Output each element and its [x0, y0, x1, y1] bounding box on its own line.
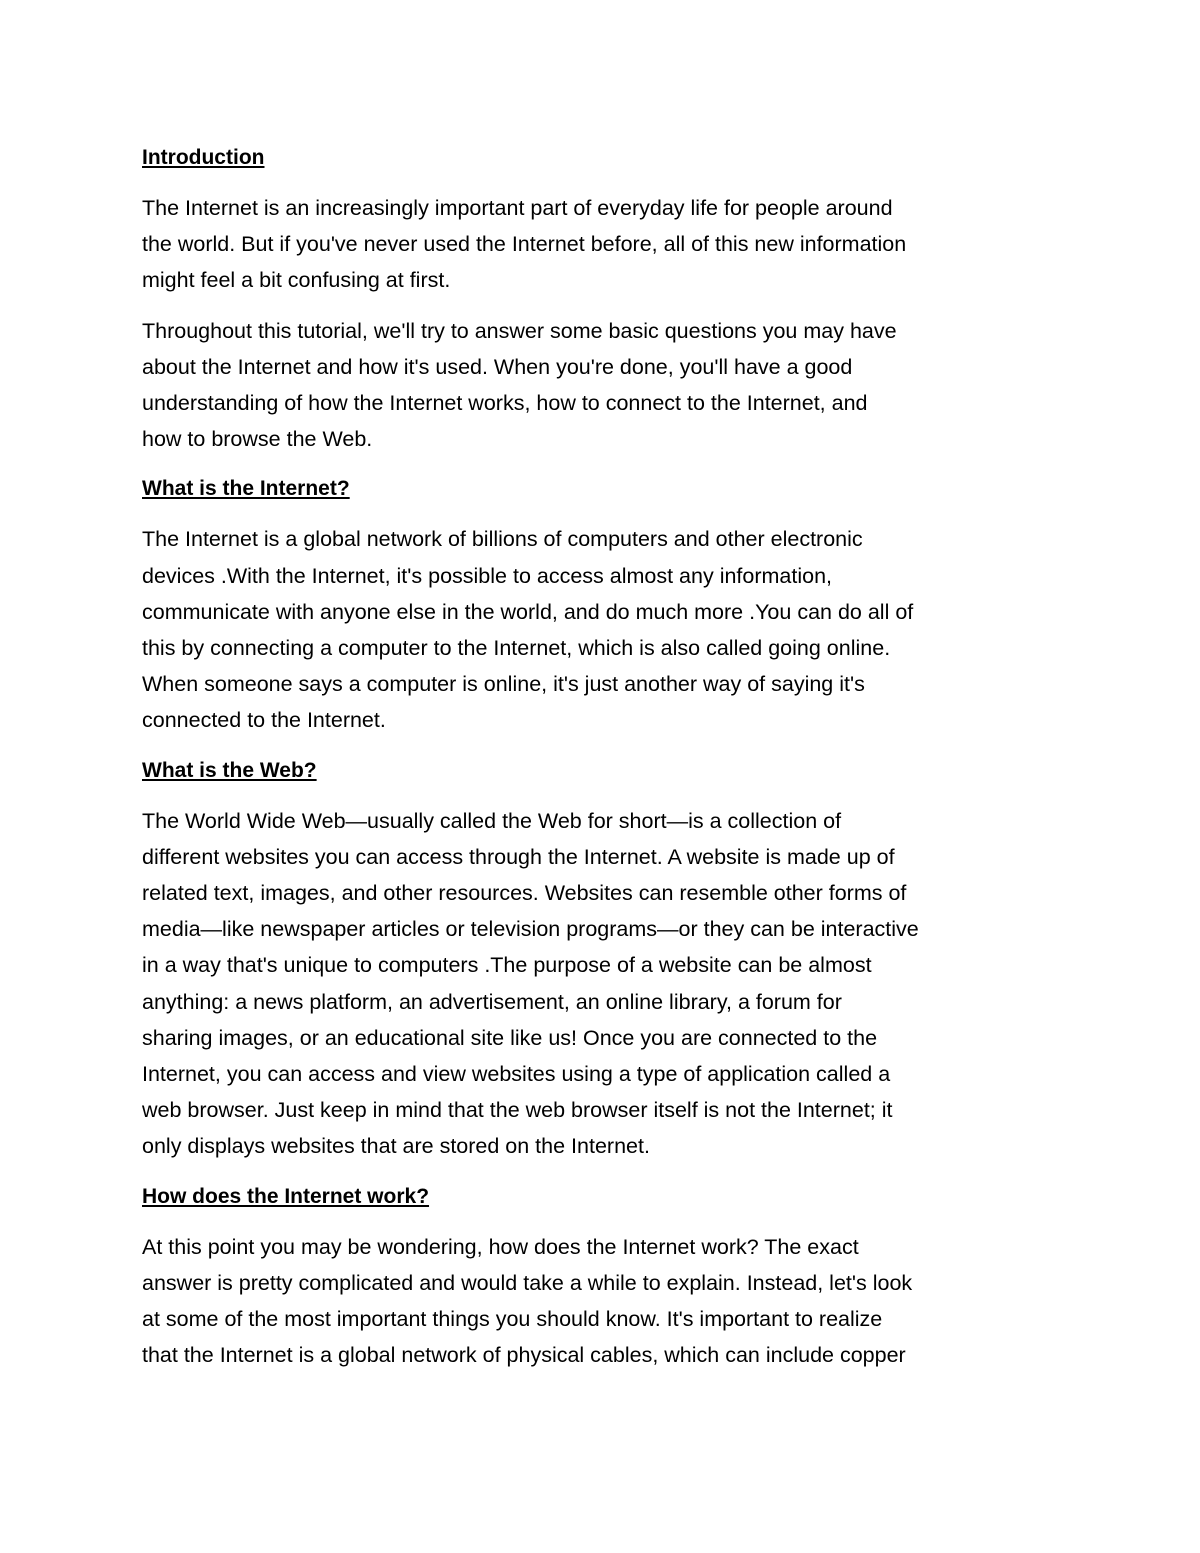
text-line: different websites you can access through the Internet. A website is made up of	[142, 844, 895, 869]
text-line: answer is pretty complicated and would take a while to explain. Instead, let's look	[142, 1270, 913, 1295]
text-line: The Internet is an increasingly important part of everyday life for people around	[142, 196, 893, 220]
text-line: connected to the Internet.	[142, 708, 386, 733]
paragraph	[142, 190, 1062, 299]
text-line: The Internet is a global network of billions of computers and other electronic	[142, 527, 863, 552]
document-body	[142, 140, 1062, 1387]
text-line: communicate with anyone else in the world, and do much more .You can do all of	[142, 599, 914, 624]
text-line: At this point you may be wondering, how does the Internet work? The exact	[142, 1234, 859, 1259]
text-line: in a way that's unique to computers .The purpose of a website can be almost	[142, 953, 872, 978]
text-line: might feel a bit confusing at first.	[142, 268, 451, 293]
text-line: Throughout this tutorial, we'll try to answer some basic questions you may have	[142, 318, 897, 343]
paragraph	[142, 803, 1062, 1165]
text-line: at some of the most important things you should know. It's important to realize	[142, 1307, 883, 1332]
paragraph	[142, 521, 1062, 738]
text-line: only displays websites that are stored on the Internet.	[142, 1134, 650, 1159]
heading-how-does-the-internet-work: How does the Internet work?	[142, 1184, 430, 1208]
text-line: how to browse the Web.	[142, 427, 373, 452]
heading-what-is-the-web: What is the Web?	[142, 758, 317, 782]
heading-introduction: Introduction	[142, 146, 265, 169]
text-line: this by connecting a computer to the Internet, which is also called going online.	[142, 636, 891, 661]
text-line: anything: a news platform, an advertisement, an online library, a forum for	[142, 989, 842, 1014]
text-line: media—like newspaper articles or television programs—or they can be interactive	[142, 917, 919, 942]
text-line: web browser. Just keep in mind that the web browser itself is not the Internet; it	[142, 1098, 893, 1123]
text-line: related text, images, and other resources. Websites can resemble other forms of	[142, 881, 907, 906]
text-line: understanding of how the Internet works, how to connect to the Internet, and	[142, 391, 868, 416]
text-line: about the Internet and how it's used. When you're done, you'll have a good	[142, 354, 853, 379]
text-line: The World Wide Web—usually called the Web for short—is a collection of	[142, 808, 842, 833]
paragraph	[142, 1229, 1062, 1374]
text-line: Internet, you can access and view websites using a type of application called a	[142, 1062, 891, 1087]
text-line: devices .With the Internet, it's possible to access almost any information,	[142, 563, 833, 588]
heading-what-is-the-internet: What is the Internet?	[142, 477, 350, 501]
text-line: sharing images, or an educational site like us! Once you are connected to the	[142, 1025, 878, 1050]
paragraph	[142, 313, 1062, 458]
text-line: that the Internet is a global network of physical cables, which can include copper	[142, 1343, 906, 1368]
text-line: When someone says a computer is online, it's just another way of saying it's	[142, 672, 865, 697]
text-line: the world. But if you've never used the Internet before, all of this new information	[142, 232, 907, 257]
